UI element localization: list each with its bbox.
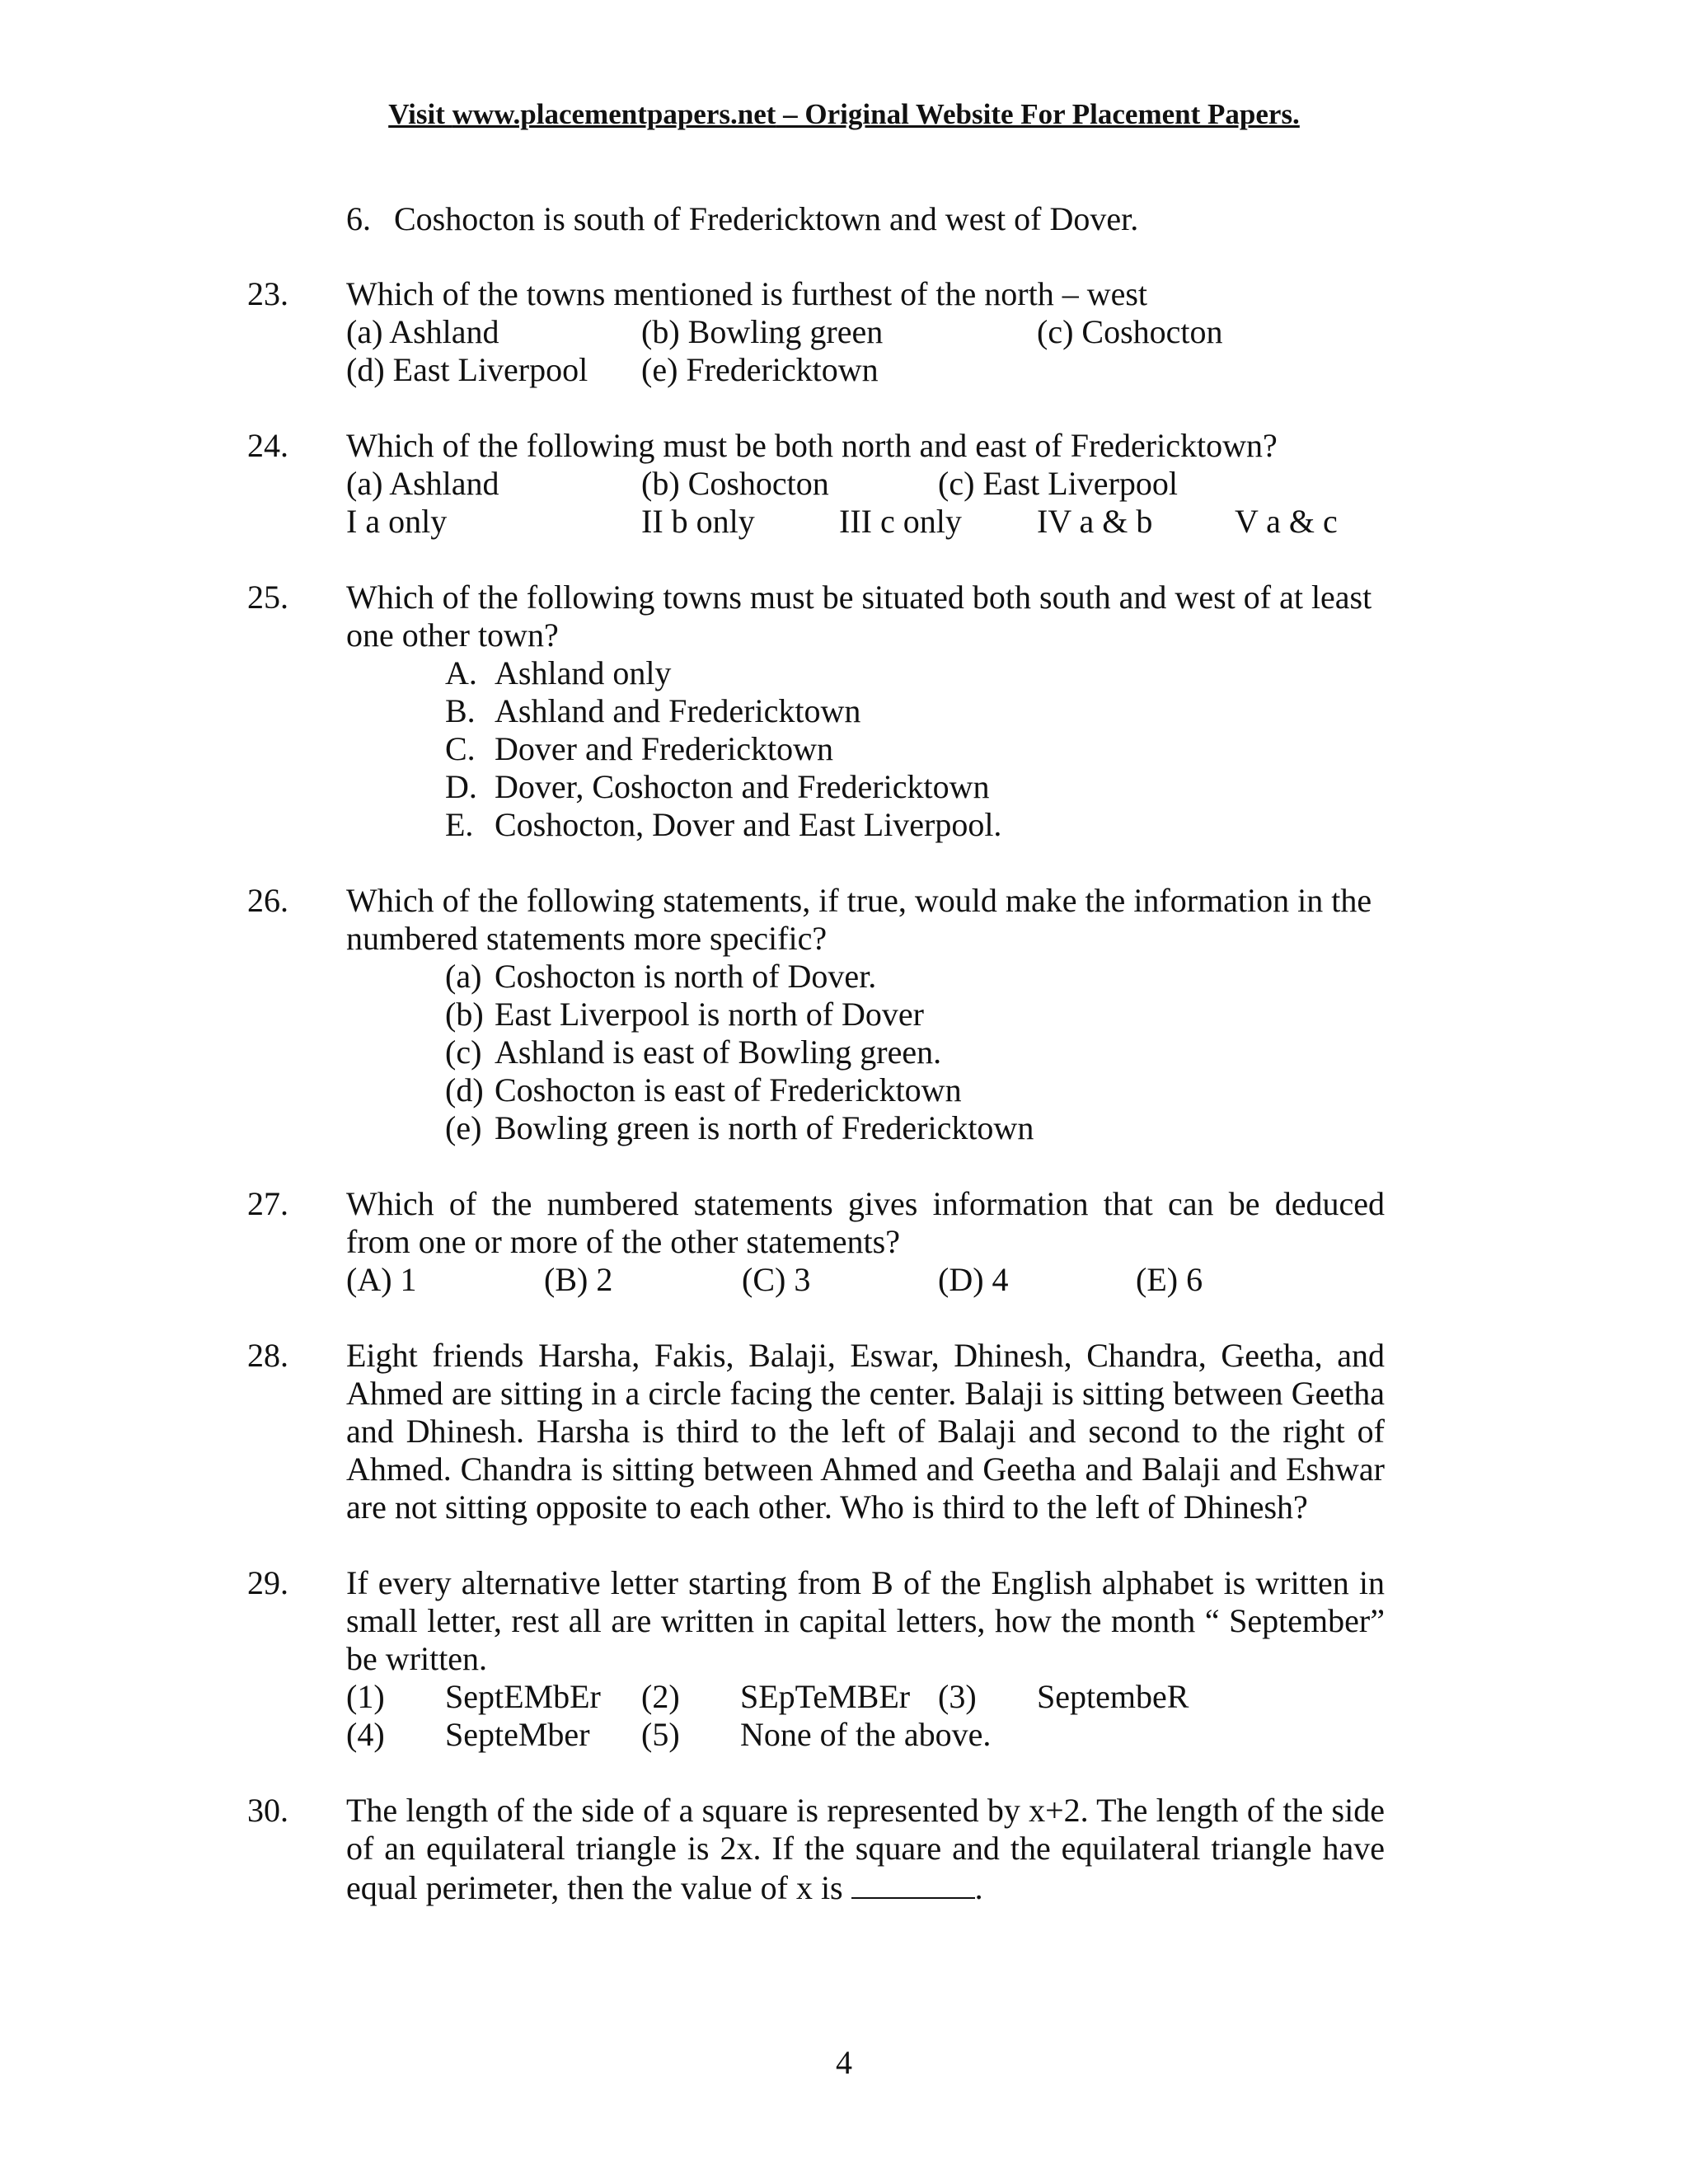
q30-text-line-2: of an equilateral triangle is 2x. If the square and the equilateral triangle have [346, 1830, 1385, 1867]
statement-6-number: 6. [346, 200, 371, 237]
q25-option-a-mark: A. [445, 654, 477, 691]
q27-option-a: (A) 1 [346, 1261, 417, 1298]
q29-text-line-3: be written. [346, 1640, 488, 1677]
q24-choice-3: III c only [839, 503, 962, 540]
q30-text-last: equal perimeter, then the value of x is [346, 1869, 851, 1906]
q24-choice-5: V a & c [1235, 503, 1338, 540]
q24-number: 24. [247, 427, 288, 464]
q27-option-c: (C) 3 [742, 1261, 811, 1298]
page-header [0, 97, 1688, 132]
q26-option-d-mark: (d) [445, 1071, 484, 1108]
q26-option-d-text: Coshocton is east of Fredericktown [495, 1071, 962, 1108]
q28-text-line-4: Ahmed. Chandra is sitting between Ahmed and Geetha and Balaji and Eshwar [346, 1451, 1385, 1488]
q25-option-d-text: Dover, Coshocton and Fredericktown [495, 768, 990, 805]
q27-option-d: (D) 4 [938, 1261, 1009, 1298]
q25-option-e-text: Coshocton, Dover and East Liverpool. [495, 806, 1002, 843]
q30-text-line-1: The length of the side of a square is represented by x+2. The length of the side [346, 1792, 1385, 1829]
q26-option-c-text: Ashland is east of Bowling green. [495, 1033, 942, 1071]
q30-text-line-3 [346, 1868, 1385, 1907]
q24-option-a: (a) Ashland [346, 465, 499, 502]
q26-option-b-mark: (b) [445, 996, 484, 1033]
q24-option-c: (c) East Liverpool [938, 465, 1178, 502]
q28-text-line-2: Ahmed are sitting in a circle facing the center. Balaji is sitting between Geetha [346, 1375, 1385, 1412]
q24-choice-4: IV a & b [1037, 503, 1153, 540]
q27-text-line-1: Which of the numbered statements gives information that can be deduced [346, 1185, 1385, 1222]
q28-text-line-1: Eight friends Harsha, Fakis, Balaji, Eswar, Dhinesh, Chandra, Geetha, and [346, 1337, 1385, 1374]
q26-option-a-text: Coshocton is north of Dover. [495, 958, 877, 995]
q24-option-b: (b) Coshocton [641, 465, 829, 502]
q29-option-2-mark: (2) [641, 1678, 680, 1715]
q26-option-a-mark: (a) [445, 958, 482, 995]
q30-number: 30. [247, 1792, 288, 1829]
q26-number: 26. [247, 882, 288, 919]
q26-option-e-mark: (e) [445, 1109, 482, 1146]
q23-option-c: (c) Coshocton [1037, 313, 1223, 350]
answer-blank [851, 1868, 975, 1899]
q29-option-5-text: None of the above. [740, 1716, 992, 1753]
q27-option-b: (B) 2 [544, 1261, 613, 1298]
q23-option-d: (d) East Liverpool [346, 351, 588, 388]
q27-text-line-2: from one or more of the other statements? [346, 1223, 900, 1260]
q27-option-e: (E) 6 [1136, 1261, 1203, 1298]
q24-choice-2: II b only [641, 503, 755, 540]
page-number: 4 [836, 2044, 852, 2081]
q28-text-line-3: and Dhinesh. Harsha is third to the left of Balaji and second to the right of [346, 1413, 1385, 1450]
q25-option-c-mark: C. [445, 730, 476, 767]
q29-option-4-text: SepteMber [445, 1716, 590, 1753]
statement-6-text: Coshocton is south of Fredericktown and west of Dover. [394, 200, 1139, 237]
q26-text-line-1: Which of the following statements, if true, would make the information in the [346, 882, 1372, 919]
q29-option-3-text: SeptembeR [1037, 1678, 1189, 1715]
q29-option-1-mark: (1) [346, 1678, 385, 1715]
q23-option-e: (e) Fredericktown [641, 351, 879, 388]
q23-option-a: (a) Ashland [346, 313, 499, 350]
q29-text-line-1: If every alternative letter starting from B of the English alphabet is written in [346, 1564, 1385, 1601]
q23-number: 23. [247, 275, 288, 312]
q26-option-b-text: East Liverpool is north of Dover [495, 996, 924, 1033]
q25-option-a-text: Ashland only [495, 654, 672, 691]
q26-option-c-mark: (c) [445, 1033, 482, 1071]
q26-option-e-text: Bowling green is north of Fredericktown [495, 1109, 1034, 1146]
q25-option-b-text: Ashland and Fredericktown [495, 692, 861, 729]
q23-option-b: (b) Bowling green [641, 313, 884, 350]
q29-option-5-mark: (5) [641, 1716, 680, 1753]
q25-text-line-2: one other town? [346, 616, 559, 654]
q30-text-end: . [974, 1869, 983, 1906]
q28-number: 28. [247, 1337, 288, 1374]
header-site-link[interactable]: www.placementpapers.net [452, 98, 776, 130]
q29-option-4-mark: (4) [346, 1716, 385, 1753]
q23-text: Which of the towns mentioned is furthest of the north – west [346, 275, 1148, 312]
q26-text-line-2: numbered statements more specific? [346, 920, 828, 957]
q24-choice-1: I a only [346, 503, 448, 540]
q28-text-line-5: are not sitting opposite to each other. Who is third to the left of Dhinesh? [346, 1488, 1308, 1526]
q25-option-b-mark: B. [445, 692, 476, 729]
q25-option-e-mark: E. [445, 806, 474, 843]
q29-option-1-text: SeptEMbEr [445, 1678, 601, 1715]
q29-number: 29. [247, 1564, 288, 1601]
q25-option-d-mark: D. [445, 768, 477, 805]
q25-number: 25. [247, 579, 288, 616]
q29-text-line-2: small letter, rest all are written in capital letters, how the month “ September” [346, 1602, 1385, 1639]
q25-option-c-text: Dover and Fredericktown [495, 730, 833, 767]
q25-text-line-1: Which of the following towns must be situated both south and west of at least [346, 579, 1372, 616]
header-visit: Visit [388, 98, 452, 130]
header-tagline: – Original Website For Placement Papers. [776, 98, 1300, 130]
q29-option-3-mark: (3) [938, 1678, 977, 1715]
q24-text: Which of the following must be both north and east of Fredericktown? [346, 427, 1278, 464]
q29-option-2-text: SEpTeMBEr [740, 1678, 911, 1715]
q27-number: 27. [247, 1185, 288, 1222]
